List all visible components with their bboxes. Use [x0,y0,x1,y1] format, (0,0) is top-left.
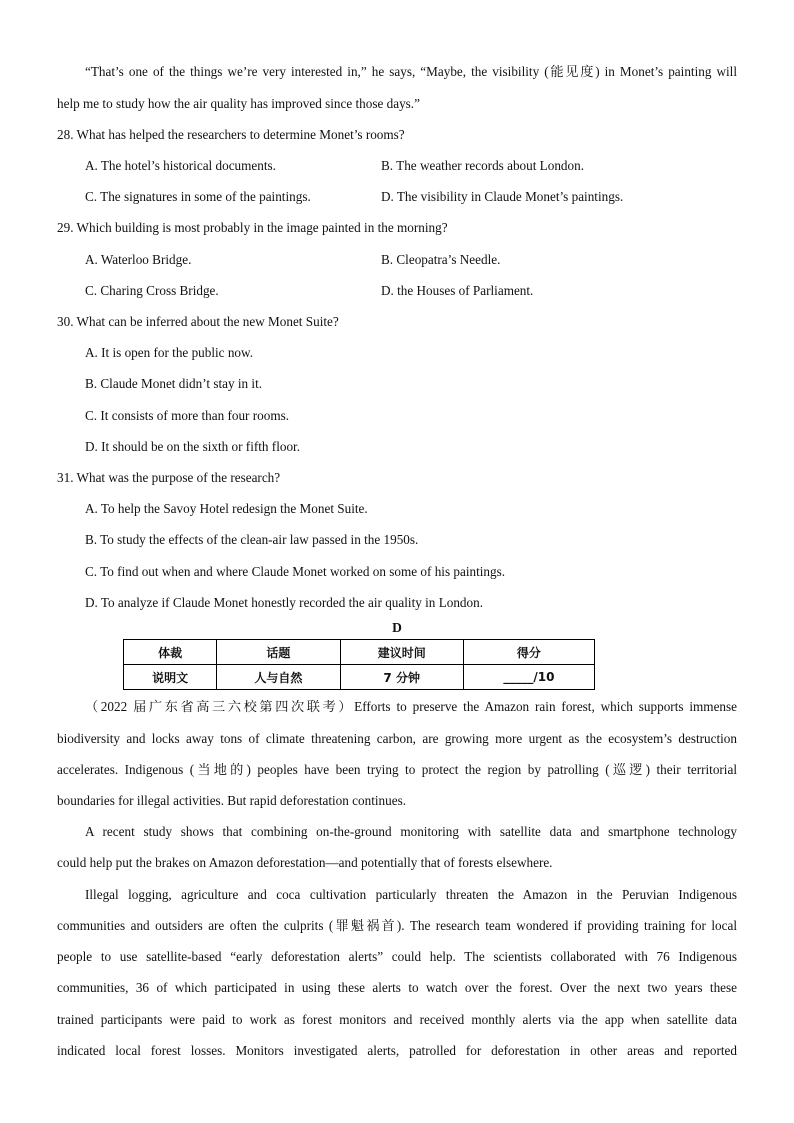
question-29-option-b[interactable]: B. Cleopatra’s Needle. [381,252,501,267]
question-28-option-a[interactable]: A. The hotel’s historical documents. [85,158,276,173]
passage-c-line-1: “That’s one of the things we’re very interested in,” he says, “Maybe, the visibility (能见度) in Monet’s painting will [85,64,737,79]
paragraph-1-line-3: accelerates. Indigenous (当地的) peoples have been trying to protect the region by patrolling (巡逻) their territorial [57,762,737,777]
value-topic: 人与自然 [217,665,340,690]
paragraph-3-line-2: communities and outsiders are often the culprits (罪魁祸首). The research team wondered if providing training for local [57,918,737,933]
passage-info-table [123,639,595,690]
paragraph-3-line-3: people to use satellite-based “early deforestation alerts” could help. The scientists collaborated with 76 Indigenous [57,949,737,964]
value-score: _____/10 [463,665,594,690]
question-28-option-d[interactable]: D. The visibility in Claude Monet’s paintings. [381,189,624,204]
question-29-option-d[interactable]: D. the Houses of Parliament. [381,283,534,298]
question-31-option-a[interactable]: A. To help the Savoy Hotel redesign the Monet Suite. [85,501,368,516]
paragraph-3-line-6: indicated local forest losses. Monitors investigated alerts, patrolled for deforestation in other areas and reported [57,1043,737,1058]
header-genre: 体裁 [124,640,217,665]
header-topic: 话题 [217,640,340,665]
question-29-option-c[interactable]: C. Charing Cross Bridge. [85,283,219,298]
question-30-option-d[interactable]: D. It should be on the sixth or fifth floor. [85,439,301,454]
question-31-stem: 31. What was the purpose of the research? [57,470,281,485]
question-29-option-a[interactable]: A. Waterloo Bridge. [85,252,192,267]
paragraph-3-line-5: trained participants were paid to work as forest monitors and received monthly alerts via the app when satellite data [57,1012,737,1027]
paragraph-3-line-1: Illegal logging, agriculture and coca cultivation particularly threaten the Amazon in the Peruvian Indigenous [85,887,737,902]
value-genre: 说明文 [124,665,217,690]
question-31-option-c[interactable]: C. To find out when and where Claude Monet worked on some of his paintings. [85,564,506,579]
paragraph-1-line-1: （2022 届广东省高三六校第四次联考）Efforts to preserve the Amazon rain forest, which supports immense [85,699,737,714]
question-29-stem: 29. Which building is most probably in the image painted in the morning? [57,220,448,235]
paragraph-1-line-2: biodiversity and locks away tons of climate threatening carbon, are growing more urgent as the ecosystem’s destruction [57,731,737,746]
question-31-option-d[interactable]: D. To analyze if Claude Monet honestly recorded the air quality in London. [85,595,484,610]
question-30-option-c[interactable]: C. It consists of more than four rooms. [85,408,290,423]
question-28-option-c[interactable]: C. The signatures in some of the paintings. [85,189,311,204]
table-value-row [124,665,595,690]
question-31-option-b[interactable]: B. To study the effects of the clean-air law passed in the 1950s. [85,532,419,547]
question-30-option-b[interactable]: B. Claude Monet didn’t stay in it. [85,376,263,391]
question-30-stem: 30. What can be inferred about the new Monet Suite? [57,314,339,329]
header-score: 得分 [463,640,594,665]
header-suggested-time: 建议时间 [340,640,463,665]
passage-c-line-2: help me to study how the air quality has improved since those days.” [57,96,420,111]
table-header-row [124,640,595,665]
paragraph-1-line-4: boundaries for illegal activities. But rapid deforestation continues. [57,793,407,808]
question-30-option-a[interactable]: A. It is open for the public now. [85,345,253,360]
question-28-option-b[interactable]: B. The weather records about London. [381,158,585,173]
paragraph-2-line-1: A recent study shows that combining on-the-ground monitoring with satellite data and smartphone technology [85,824,737,839]
question-28-stem: 28. What has helped the researchers to determine Monet’s rooms? [57,127,405,142]
paragraph-3-line-4: communities, 36 of which participated in using these alerts to watch over the forest. Over the next two years these [57,980,737,995]
paragraph-2-line-2: could help put the brakes on Amazon deforestation—and potentially that of forests elsewhere. [57,855,553,870]
section-d-heading: D [392,620,402,635]
value-suggested-time: 7 分钟 [340,665,463,690]
